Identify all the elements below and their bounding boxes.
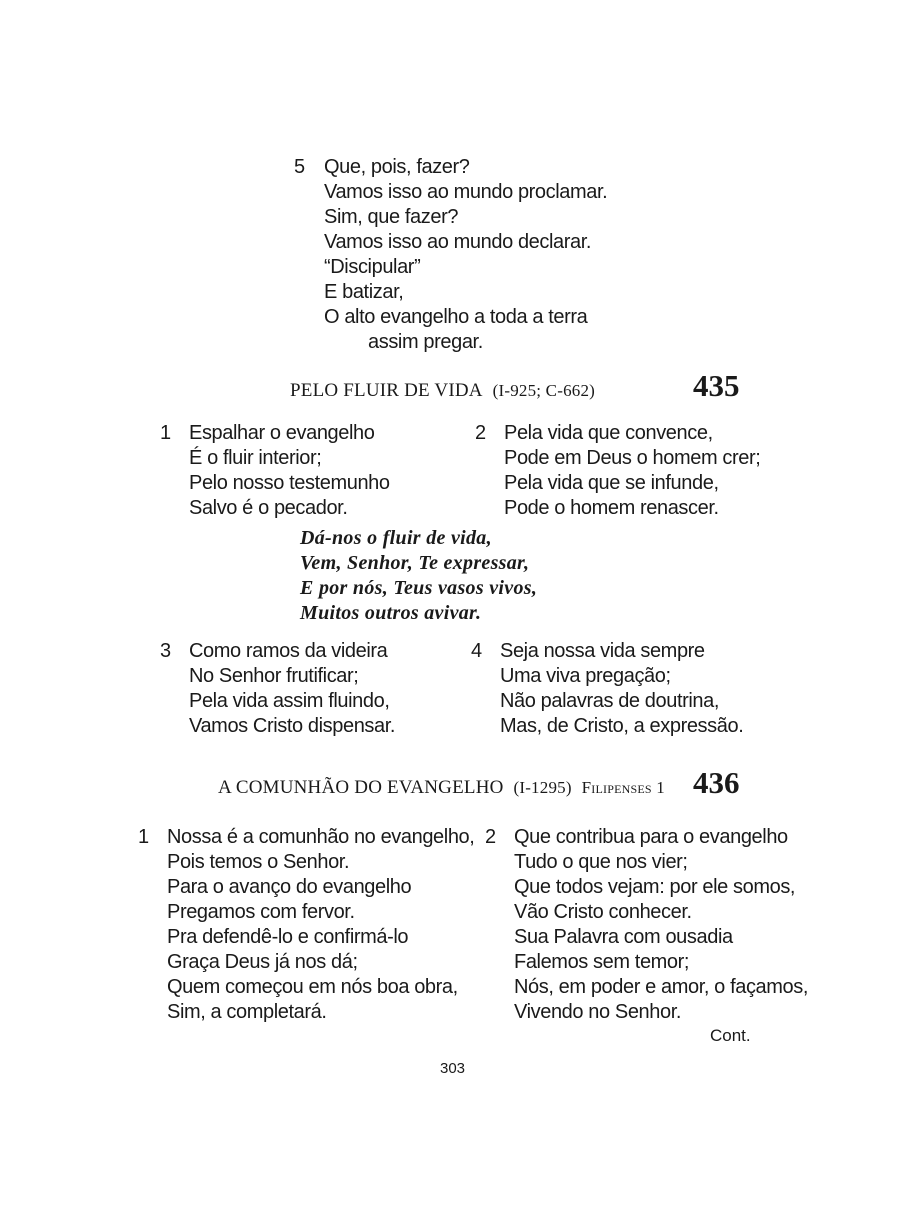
lyric-line: Graça Deus já nos dá; [167,951,358,973]
scripture-reference: Filipenses 1 [581,778,665,797]
lyric-line: Pelo nosso testemunho [189,472,390,494]
stanza-434-5 [294,155,608,355]
stanza-436-2 [485,825,809,1025]
lyric-line: Tudo o que nos vier; [514,851,688,873]
lyric-line: “Discipular” [324,256,421,278]
lyric-line: Vamos isso ao mundo proclamar. [324,181,608,203]
stanza-number: 2 [485,826,496,848]
lyric-line: Vivendo no Senhor. [514,1001,682,1023]
stanza-number: 1 [138,826,149,848]
stanza-436-1 [138,825,475,1025]
hymn-reference: (I-1295) [513,778,572,797]
lyric-line: Nossa é a comunhão no evangelho, [167,826,475,848]
stanza-435-1 [160,421,390,521]
lyric-line: Vamos Cristo dispensar. [189,715,396,737]
lyric-line: E batizar, [324,281,404,303]
lyric-line: Que, pois, fazer? [324,156,470,178]
stanza-435-4 [471,639,744,739]
chorus-line: Vem, Senhor, Te expressar, [300,552,530,574]
lyric-line: Salvo é o pecador. [189,497,348,519]
lyric-line: Como ramos da videira [189,640,388,662]
lyric-line: Pra defendê-lo e confirmá-lo [167,926,409,948]
lyric-line: Quem começou em nós boa obra, [167,976,458,998]
hymn-title-text: PELO FLUIR DE VIDA [290,380,483,401]
stanza-number: 2 [475,422,486,444]
lyric-line: Para o avanço do evangelho [167,876,412,898]
chorus-line: E por nós, Teus vasos vivos, [300,577,538,599]
stanza-number: 3 [160,640,171,662]
lyric-line: É o fluir interior; [189,447,322,469]
lyric-line: Vão Cristo conhecer. [514,901,692,923]
lyric-line: Pela vida que se infunde, [504,472,719,494]
chorus-line: Dá-nos o fluir de vida, [300,527,492,549]
lyric-line: Sua Palavra com ousadia [514,926,733,948]
lyric-line: Vamos isso ao mundo declarar. [324,231,592,253]
lyric-line: Pode o homem renascer. [504,497,719,519]
lyric-line: Não palavras de doutrina, [500,690,720,712]
lyric-line-indented: assim pregar. [368,331,483,353]
lyric-line: Que contribua para o evangelho [514,826,788,848]
lyric-line: O alto evangelho a toda a terra [324,306,588,328]
lyric-line: Que todos vejam: por ele somos, [514,876,796,898]
lyric-line: Uma viva pregação; [500,665,671,687]
lyric-line: Pela vida que convence, [504,422,713,444]
hymn-reference: (I-925; C-662) [492,381,596,400]
lyric-line: Sim, a completará. [167,1001,327,1023]
lyric-line: Pela vida assim fluindo, [189,690,390,712]
stanza-435-2 [475,421,761,521]
stanza-number: 5 [294,156,305,178]
lyric-line: Pregamos com fervor. [167,901,355,923]
hymn-title-436 [218,777,665,799]
lyric-line: Seja nossa vida sempre [500,640,705,662]
continued-label: Cont. [710,1026,751,1045]
lyric-line: Pode em Deus o homem crer; [504,447,761,469]
hymn-title-text: A COMUNHÃO DO EVANGELHO [218,777,504,798]
stanza-number: 4 [471,640,482,662]
chorus-435 [300,526,537,626]
stanza-number: 1 [160,422,171,444]
page-number: 303 [440,1060,466,1077]
chorus-line: Muitos outros avivar. [300,602,482,624]
hymn-number-436: 436 [693,765,740,800]
lyric-line: Falemos sem temor; [514,951,690,973]
stanza-435-3 [160,639,396,739]
lyric-line: No Senhor frutificar; [189,665,359,687]
hymn-title-435 [290,380,595,402]
lyric-line: Espalhar o evangelho [189,422,375,444]
lyric-line: Pois temos o Senhor. [167,851,350,873]
lyric-line: Mas, de Cristo, a expressão. [500,715,744,737]
hymn-number-435: 435 [693,368,740,403]
lyric-line: Sim, que fazer? [324,206,459,228]
lyric-line: Nós, em poder e amor, o façamos, [514,976,809,998]
